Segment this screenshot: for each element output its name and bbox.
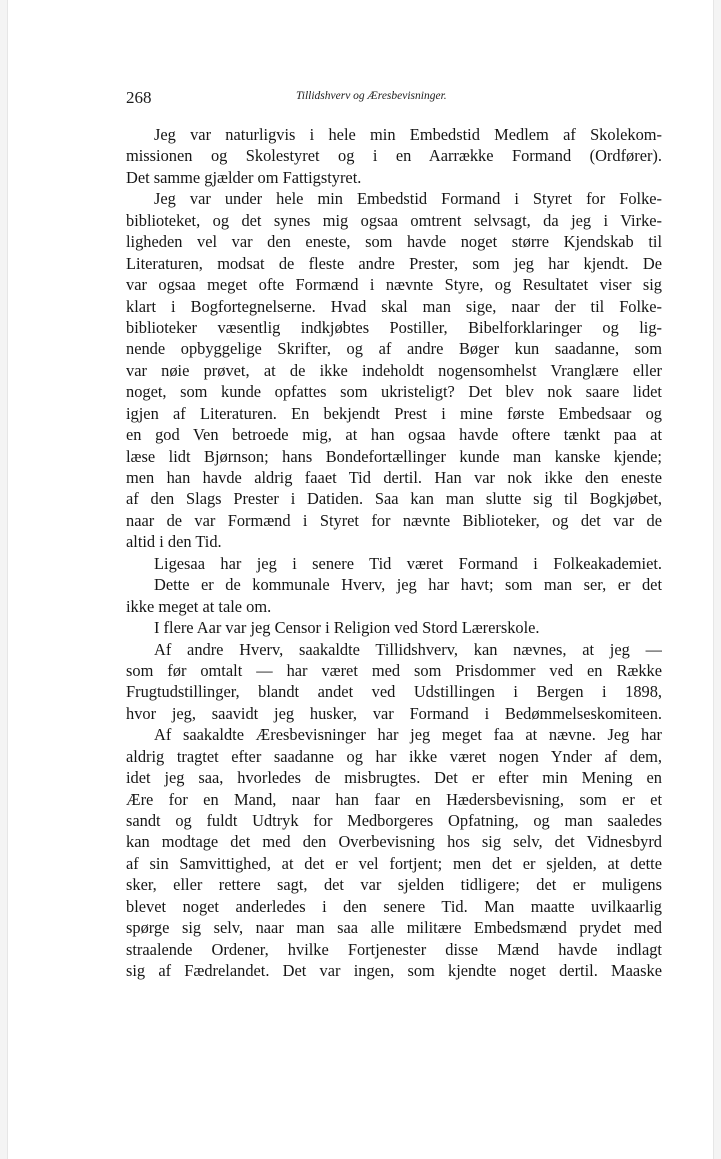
text-line: en god Ven betroede mig, at han ogsaa havde oftere tænkt paa at: [126, 425, 662, 445]
text-line: Dette er de kommunale Hverv, jeg har havt; som man ser, er det: [154, 575, 662, 595]
text-line: men han havde aldrig faaet Tid dertil. Han var nok ikke den eneste: [126, 468, 662, 487]
text-line: altid i den Tid.: [126, 532, 222, 552]
text-line: ligheden vel var den eneste, som havde noget større Kjendskab til: [126, 232, 662, 252]
text-line: Det samme gjælder om Fattigstyret.: [126, 167, 362, 187]
book-page: [8, 0, 713, 1159]
text-line: kan modtage det med den Overbevisning hos sig selv, det Vidnesbyrd: [126, 832, 662, 852]
text-line: Jeg var under hele min Embedstid Formand i Styret for Folke-: [154, 189, 662, 209]
text-line: idet jeg saa, hvorledes de misbrugtes. Det er efter min Mening en: [126, 768, 662, 788]
text-line: spørge sig selv, naar man saa alle militære Embedsmænd prydet med: [126, 918, 662, 938]
text-line: ikke meget at tale om.: [126, 596, 272, 616]
text-line: biblioteker væsentlig indkjøbtes Postiller, Bibelforklaringer og lig-: [126, 317, 662, 337]
text-line: I flere Aar var jeg Censor i Religion ved Stord Lærerskole.: [154, 618, 540, 638]
text-line: var ogsaa meget ofte Formænd i nævnte Styre, og Resultatet viser sig: [126, 275, 662, 295]
text-line: af sin Samvittighed, at det er vel fortjent; men det er sjelden, at dette: [126, 853, 662, 873]
text-line: aldrig tragtet efter saadanne og har ikke været nogen Ynder af dem,: [126, 746, 662, 766]
text-line: hvor jeg, saavidt jeg husker, var Formand i Bedømmelseskomiteen.: [126, 703, 662, 723]
text-line: sig af Fædrelandet. Det var ingen, som kjendte noget dertil. Maaske: [126, 961, 662, 981]
text-line: Frugtudstillinger, blandt andet ved Udstillingen i Bergen i 1898,: [126, 682, 662, 702]
text-line: Literaturen, modsat de fleste andre Prester, som jeg har kjendt. De: [126, 253, 662, 273]
text-line: straalende Ordener, hvilke Fortjenester disse Mænd havde indlagt: [126, 939, 662, 959]
text-line: sker, eller rettere sagt, det var sjelden tidligere; det er muligens: [126, 875, 662, 895]
text-line: klart i Bogfortegnelserne. Hvad skal man sige, naar der til Folke-: [126, 296, 662, 316]
text-line: nende opbyggelige Skrifter, og af andre Bøger kun saadanne, som: [126, 339, 662, 359]
text-line: Jeg var naturligvis i hele min Embedstid Medlem af Skolekom-: [154, 125, 662, 144]
text-line: af den Slags Prester i Datiden. Saa kan man slutte sig til Bogkjøbet,: [126, 489, 662, 509]
text-line: Ære for en Mand, naar han faar en Hædersbevisning, som er et: [126, 789, 662, 809]
body-text: [126, 124, 662, 982]
text-line: sandt og fuldt Udtryk for Medborgeres Opfatning, og man saaledes: [126, 811, 662, 830]
page-number: 268: [126, 88, 152, 107]
text-line: var nøie prøvet, at de ikke indeholdt nogensomhelst Vranglære eller: [126, 360, 662, 380]
text-line: Ligesaa har jeg i senere Tid været Formand i Folkeakademiet.: [154, 553, 662, 573]
text-line: noget, som kunde opfattes som ukristeligt? Det blev nok saare lidet: [126, 382, 662, 402]
text-line: biblioteket, og det synes mig ogsaa omtrent selvsagt, da jeg i Virke-: [126, 210, 662, 230]
text-line: missionen og Skolestyret og i en Aarrække Formand (Ordfører).: [126, 146, 662, 166]
text-line: igjen af Literaturen. En bekjendt Prest i mine første Embedsaar og: [126, 403, 662, 423]
text-line: læse lidt Bjørnson; hans Bondefortællinger kunde man kanske kjende;: [126, 446, 662, 466]
text-line: blevet noget anderledes i den senere Tid. Man maatte uvilkaarlig: [126, 896, 662, 916]
text-line: som før omtalt — har været med som Prisdommer ved en Række: [126, 660, 662, 680]
text-line: naar de var Formænd i Styret for nævnte Biblioteker, og det var de: [126, 510, 662, 530]
text-line: Af andre Hverv, saakaldte Tillidshverv, kan nævnes, at jeg —: [154, 639, 662, 659]
running-title: Tillidshverv og Æresbevisninger.: [296, 90, 447, 102]
page-header: [126, 88, 662, 110]
text-line: Af saakaldte Æresbevisninger har jeg meget faa at nævne. Jeg har: [154, 725, 662, 745]
